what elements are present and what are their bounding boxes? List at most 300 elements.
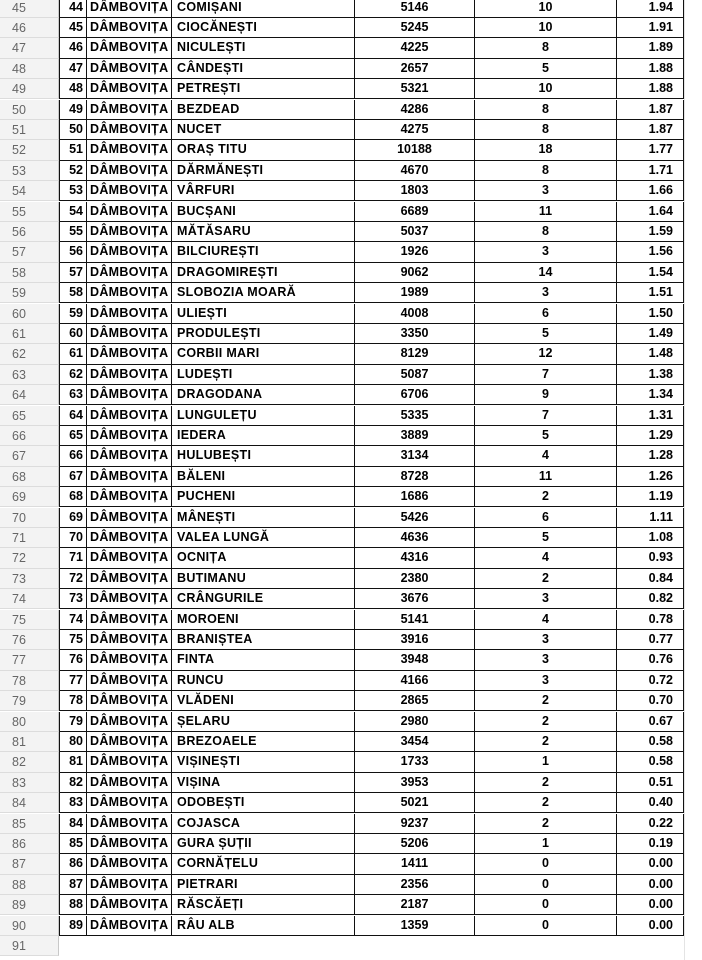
population-cell[interactable]: 3916 <box>354 630 474 649</box>
rank-cell[interactable]: 63 <box>59 385 86 404</box>
county-cell[interactable]: DÂMBOVIȚA <box>86 854 229 873</box>
cases-cell[interactable]: 7 <box>474 406 616 425</box>
rate-cell[interactable]: 0.22 <box>616 814 684 833</box>
rank-cell[interactable]: 68 <box>59 487 86 506</box>
population-cell[interactable]: 1926 <box>354 242 474 261</box>
population-cell[interactable]: 1803 <box>354 181 474 200</box>
cases-cell[interactable]: 3 <box>474 630 616 649</box>
row-header[interactable]: 55 <box>0 202 59 222</box>
row-header[interactable]: 89 <box>0 895 59 915</box>
rate-cell[interactable]: 1.11 <box>616 508 684 527</box>
population-cell[interactable]: 2356 <box>354 875 474 894</box>
rate-cell[interactable]: 1.59 <box>616 222 684 241</box>
rate-cell[interactable]: 0.93 <box>616 548 684 567</box>
row-header[interactable]: 74 <box>0 589 59 609</box>
cases-cell[interactable]: 3 <box>474 283 616 302</box>
population-cell[interactable]: 3889 <box>354 426 474 445</box>
commune-cell[interactable]: CIOCĂNEȘTI <box>171 18 354 37</box>
commune-cell[interactable]: PRODULEȘTI <box>171 324 354 343</box>
cases-cell[interactable]: 0 <box>474 854 616 873</box>
rate-cell[interactable]: 1.28 <box>616 446 684 465</box>
population-cell[interactable]: 3953 <box>354 773 474 792</box>
row-header[interactable]: 68 <box>0 467 59 487</box>
row-header[interactable]: 67 <box>0 446 59 466</box>
commune-cell[interactable]: LUNGULEȚU <box>171 406 354 425</box>
population-cell[interactable]: 2657 <box>354 59 474 78</box>
rate-cell[interactable]: 0.77 <box>616 630 684 649</box>
row-header[interactable]: 70 <box>0 508 59 528</box>
population-cell[interactable]: 2380 <box>354 569 474 588</box>
row-header[interactable]: 72 <box>0 548 59 568</box>
county-cell[interactable]: DÂMBOVIȚA <box>86 283 229 302</box>
commune-cell[interactable]: MÂNEȘTI <box>171 508 354 527</box>
county-cell[interactable]: DÂMBOVIȚA <box>86 793 229 812</box>
commune-cell[interactable]: ODOBEȘTI <box>171 793 354 812</box>
rank-cell[interactable]: 86 <box>59 854 86 873</box>
cases-cell[interactable]: 11 <box>474 467 616 486</box>
rank-cell[interactable]: 75 <box>59 630 86 649</box>
rate-cell[interactable]: 0.67 <box>616 712 684 731</box>
county-cell[interactable]: DÂMBOVIȚA <box>86 732 229 751</box>
cases-cell[interactable]: 4 <box>474 446 616 465</box>
cases-cell[interactable]: 6 <box>474 508 616 527</box>
cases-cell[interactable]: 8 <box>474 120 616 139</box>
commune-cell[interactable]: RUNCU <box>171 671 354 690</box>
cases-cell[interactable]: 6 <box>474 304 616 323</box>
county-cell[interactable]: DÂMBOVIȚA <box>86 610 229 629</box>
commune-cell[interactable]: MOROENI <box>171 610 354 629</box>
population-cell[interactable]: 5037 <box>354 222 474 241</box>
rate-cell[interactable]: 1.66 <box>616 181 684 200</box>
commune-cell[interactable]: BILCIUREȘTI <box>171 242 354 261</box>
commune-cell[interactable]: CORBII MARI <box>171 344 354 363</box>
cases-cell[interactable]: 14 <box>474 263 616 282</box>
population-cell[interactable]: 5087 <box>354 365 474 384</box>
row-header[interactable]: 57 <box>0 242 59 262</box>
rate-cell[interactable]: 0.82 <box>616 589 684 608</box>
rate-cell[interactable]: 1.56 <box>616 242 684 261</box>
row-header[interactable]: 73 <box>0 569 59 589</box>
county-cell[interactable]: DÂMBOVIȚA <box>86 344 229 363</box>
commune-cell[interactable]: BRANIȘTEA <box>171 630 354 649</box>
row-header[interactable]: 78 <box>0 671 59 691</box>
rank-cell[interactable]: 82 <box>59 773 86 792</box>
row-header[interactable]: 83 <box>0 773 59 793</box>
population-cell[interactable]: 3676 <box>354 589 474 608</box>
commune-cell[interactable]: OCNIȚA <box>171 548 354 567</box>
row-header[interactable]: 85 <box>0 814 59 834</box>
cases-cell[interactable]: 5 <box>474 426 616 445</box>
population-cell[interactable]: 8728 <box>354 467 474 486</box>
population-cell[interactable]: 2980 <box>354 712 474 731</box>
rank-cell[interactable]: 59 <box>59 304 86 323</box>
rank-cell[interactable]: 50 <box>59 120 86 139</box>
rate-cell[interactable]: 0.40 <box>616 793 684 812</box>
population-cell[interactable]: 5335 <box>354 406 474 425</box>
rate-cell[interactable]: 1.08 <box>616 528 684 547</box>
population-cell[interactable]: 6689 <box>354 202 474 221</box>
rank-cell[interactable]: 69 <box>59 508 86 527</box>
commune-cell[interactable]: BEZDEAD <box>171 100 354 119</box>
population-cell[interactable]: 2187 <box>354 895 474 914</box>
population-cell[interactable]: 9062 <box>354 263 474 282</box>
row-header[interactable]: 52 <box>0 140 59 160</box>
rank-cell[interactable]: 58 <box>59 283 86 302</box>
cases-cell[interactable]: 2 <box>474 732 616 751</box>
rank-cell[interactable]: 55 <box>59 222 86 241</box>
rate-cell[interactable]: 1.54 <box>616 263 684 282</box>
row-header[interactable]: 59 <box>0 283 59 303</box>
row-header[interactable]: 77 <box>0 650 59 670</box>
county-cell[interactable]: DÂMBOVIȚA <box>86 671 229 690</box>
cases-cell[interactable]: 8 <box>474 38 616 57</box>
commune-cell[interactable]: DRAGODANA <box>171 385 354 404</box>
population-cell[interactable]: 4286 <box>354 100 474 119</box>
population-cell[interactable]: 1359 <box>354 916 474 935</box>
row-header[interactable]: 71 <box>0 528 59 548</box>
rank-cell[interactable]: 66 <box>59 446 86 465</box>
cases-cell[interactable]: 5 <box>474 528 616 547</box>
population-cell[interactable]: 5426 <box>354 508 474 527</box>
county-cell[interactable]: DÂMBOVIȚA <box>86 814 229 833</box>
county-cell[interactable]: DÂMBOVIȚA <box>86 875 229 894</box>
cases-cell[interactable]: 10 <box>474 79 616 98</box>
rate-cell[interactable]: 1.89 <box>616 38 684 57</box>
county-cell[interactable]: DÂMBOVIȚA <box>86 79 229 98</box>
rate-cell[interactable]: 1.87 <box>616 120 684 139</box>
rank-cell[interactable]: 57 <box>59 263 86 282</box>
cases-cell[interactable]: 2 <box>474 773 616 792</box>
cases-cell[interactable]: 3 <box>474 589 616 608</box>
row-header[interactable]: 51 <box>0 120 59 140</box>
row-header[interactable]: 61 <box>0 324 59 344</box>
rank-cell[interactable]: 67 <box>59 467 86 486</box>
population-cell[interactable]: 3350 <box>354 324 474 343</box>
commune-cell[interactable]: COJASCA <box>171 814 354 833</box>
commune-cell[interactable]: VLĂDENI <box>171 691 354 710</box>
rank-cell[interactable]: 52 <box>59 161 86 180</box>
row-header[interactable]: 47 <box>0 38 59 58</box>
cases-cell[interactable]: 1 <box>474 834 616 853</box>
population-cell[interactable]: 4008 <box>354 304 474 323</box>
row-header[interactable]: 54 <box>0 181 59 201</box>
rank-cell[interactable]: 72 <box>59 569 86 588</box>
population-cell[interactable]: 3948 <box>354 650 474 669</box>
population-cell[interactable]: 5206 <box>354 834 474 853</box>
row-header[interactable]: 81 <box>0 732 59 752</box>
commune-cell[interactable]: ȘELARU <box>171 712 354 731</box>
rank-cell[interactable]: 81 <box>59 752 86 771</box>
rank-cell[interactable]: 53 <box>59 181 86 200</box>
commune-cell[interactable]: BĂLENI <box>171 467 354 486</box>
row-header[interactable]: 69 <box>0 487 59 507</box>
population-cell[interactable]: 1733 <box>354 752 474 771</box>
rate-cell[interactable]: 1.77 <box>616 140 684 159</box>
rank-cell[interactable]: 45 <box>59 18 86 37</box>
county-cell[interactable]: DÂMBOVIȚA <box>86 140 229 159</box>
population-cell[interactable]: 4636 <box>354 528 474 547</box>
population-cell[interactable]: 5321 <box>354 79 474 98</box>
population-cell[interactable]: 4166 <box>354 671 474 690</box>
cases-cell[interactable]: 5 <box>474 59 616 78</box>
row-header[interactable]: 76 <box>0 630 59 650</box>
cases-cell[interactable]: 18 <box>474 140 616 159</box>
rate-cell[interactable]: 1.19 <box>616 487 684 506</box>
rank-cell[interactable]: 87 <box>59 875 86 894</box>
commune-cell[interactable]: PUCHENI <box>171 487 354 506</box>
county-cell[interactable]: DÂMBOVIȚA <box>86 691 229 710</box>
commune-cell[interactable]: SLOBOZIA MOARĂ <box>171 283 354 302</box>
population-cell[interactable]: 9237 <box>354 814 474 833</box>
county-cell[interactable]: DÂMBOVIȚA <box>86 242 229 261</box>
commune-cell[interactable]: LUDEȘTI <box>171 365 354 384</box>
cases-cell[interactable]: 3 <box>474 650 616 669</box>
county-cell[interactable]: DÂMBOVIȚA <box>86 120 229 139</box>
county-cell[interactable]: DÂMBOVIȚA <box>86 712 229 731</box>
rate-cell[interactable]: 1.31 <box>616 406 684 425</box>
rank-cell[interactable]: 51 <box>59 140 86 159</box>
population-cell[interactable]: 1411 <box>354 854 474 873</box>
cases-cell[interactable]: 0 <box>474 916 616 935</box>
county-cell[interactable]: DÂMBOVIȚA <box>86 18 229 37</box>
cases-cell[interactable]: 3 <box>474 181 616 200</box>
rank-cell[interactable]: 61 <box>59 344 86 363</box>
cases-cell[interactable]: 1 <box>474 752 616 771</box>
rank-cell[interactable]: 84 <box>59 814 86 833</box>
county-cell[interactable]: DÂMBOVIȚA <box>86 467 229 486</box>
county-cell[interactable]: DÂMBOVIȚA <box>86 508 229 527</box>
county-cell[interactable]: DÂMBOVIȚA <box>86 487 229 506</box>
rank-cell[interactable]: 65 <box>59 426 86 445</box>
rate-cell[interactable]: 0.78 <box>616 610 684 629</box>
rate-cell[interactable]: 1.91 <box>616 18 684 37</box>
row-header[interactable]: 86 <box>0 834 59 854</box>
commune-cell[interactable]: MĂTĂSARU <box>171 222 354 241</box>
rate-cell[interactable]: 0.00 <box>616 854 684 873</box>
population-cell[interactable]: 8129 <box>354 344 474 363</box>
cases-cell[interactable]: 2 <box>474 712 616 731</box>
row-header[interactable]: 91 <box>0 936 59 956</box>
cases-cell[interactable]: 4 <box>474 610 616 629</box>
rate-cell[interactable]: 1.26 <box>616 467 684 486</box>
row-header[interactable]: 49 <box>0 79 59 99</box>
row-header[interactable]: 58 <box>0 263 59 283</box>
row-header[interactable]: 82 <box>0 752 59 772</box>
rate-cell[interactable]: 1.94 <box>616 0 684 17</box>
commune-cell[interactable]: DRAGOMIREȘTI <box>171 263 354 282</box>
county-cell[interactable]: DÂMBOVIȚA <box>86 446 229 465</box>
population-cell[interactable]: 4275 <box>354 120 474 139</box>
cases-cell[interactable]: 8 <box>474 100 616 119</box>
commune-cell[interactable]: RÂU ALB <box>171 916 354 935</box>
county-cell[interactable]: DÂMBOVIȚA <box>86 100 229 119</box>
commune-cell[interactable]: VIȘINA <box>171 773 354 792</box>
commune-cell[interactable]: PETREȘTI <box>171 79 354 98</box>
rate-cell[interactable]: 1.88 <box>616 79 684 98</box>
row-header[interactable]: 90 <box>0 916 59 936</box>
row-header[interactable]: 79 <box>0 691 59 711</box>
cases-cell[interactable]: 12 <box>474 344 616 363</box>
rank-cell[interactable]: 60 <box>59 324 86 343</box>
population-cell[interactable]: 3454 <box>354 732 474 751</box>
county-cell[interactable]: DÂMBOVIȚA <box>86 0 229 17</box>
rank-cell[interactable]: 56 <box>59 242 86 261</box>
rank-cell[interactable]: 70 <box>59 528 86 547</box>
rate-cell[interactable]: 1.64 <box>616 202 684 221</box>
population-cell[interactable]: 3134 <box>354 446 474 465</box>
county-cell[interactable]: DÂMBOVIȚA <box>86 406 229 425</box>
commune-cell[interactable]: RĂSCĂEȚI <box>171 895 354 914</box>
commune-cell[interactable]: CÂNDEȘTI <box>171 59 354 78</box>
county-cell[interactable]: DÂMBOVIȚA <box>86 895 229 914</box>
population-cell[interactable]: 1989 <box>354 283 474 302</box>
row-header[interactable]: 56 <box>0 222 59 242</box>
rate-cell[interactable]: 1.49 <box>616 324 684 343</box>
rank-cell[interactable]: 85 <box>59 834 86 853</box>
rank-cell[interactable]: 76 <box>59 650 86 669</box>
rate-cell[interactable]: 0.19 <box>616 834 684 853</box>
county-cell[interactable]: DÂMBOVIȚA <box>86 385 229 404</box>
rate-cell[interactable]: 1.87 <box>616 100 684 119</box>
rank-cell[interactable]: 73 <box>59 589 86 608</box>
commune-cell[interactable]: IEDERA <box>171 426 354 445</box>
county-cell[interactable]: DÂMBOVIȚA <box>86 528 229 547</box>
row-header[interactable]: 50 <box>0 100 59 120</box>
rank-cell[interactable]: 77 <box>59 671 86 690</box>
commune-cell[interactable]: ORAȘ TITU <box>171 140 354 159</box>
population-cell[interactable]: 10188 <box>354 140 474 159</box>
county-cell[interactable]: DÂMBOVIȚA <box>86 263 229 282</box>
cases-cell[interactable]: 7 <box>474 365 616 384</box>
county-cell[interactable]: DÂMBOVIȚA <box>86 365 229 384</box>
rate-cell[interactable]: 0.72 <box>616 671 684 690</box>
rank-cell[interactable]: 89 <box>59 916 86 935</box>
rank-cell[interactable]: 78 <box>59 691 86 710</box>
row-header[interactable]: 45 <box>0 0 59 18</box>
cases-cell[interactable]: 2 <box>474 814 616 833</box>
rate-cell[interactable]: 0.84 <box>616 569 684 588</box>
population-cell[interactable]: 1686 <box>354 487 474 506</box>
county-cell[interactable]: DÂMBOVIȚA <box>86 650 229 669</box>
county-cell[interactable]: DÂMBOVIȚA <box>86 324 229 343</box>
commune-cell[interactable]: PIETRARI <box>171 875 354 894</box>
rate-cell[interactable]: 0.58 <box>616 732 684 751</box>
cases-cell[interactable]: 0 <box>474 875 616 894</box>
cases-cell[interactable]: 0 <box>474 895 616 914</box>
cases-cell[interactable]: 2 <box>474 569 616 588</box>
county-cell[interactable]: DÂMBOVIȚA <box>86 59 229 78</box>
cases-cell[interactable]: 3 <box>474 671 616 690</box>
population-cell[interactable]: 6706 <box>354 385 474 404</box>
rank-cell[interactable]: 79 <box>59 712 86 731</box>
population-cell[interactable]: 2865 <box>354 691 474 710</box>
rate-cell[interactable]: 1.48 <box>616 344 684 363</box>
row-header[interactable]: 63 <box>0 365 59 385</box>
rate-cell[interactable]: 0.70 <box>616 691 684 710</box>
county-cell[interactable]: DÂMBOVIȚA <box>86 752 229 771</box>
row-header[interactable]: 46 <box>0 18 59 38</box>
population-cell[interactable]: 4670 <box>354 161 474 180</box>
commune-cell[interactable]: CRÂNGURILE <box>171 589 354 608</box>
county-cell[interactable]: DÂMBOVIȚA <box>86 773 229 792</box>
rank-cell[interactable]: 74 <box>59 610 86 629</box>
rank-cell[interactable]: 49 <box>59 100 86 119</box>
commune-cell[interactable]: VÂRFURI <box>171 181 354 200</box>
commune-cell[interactable]: BUCȘANI <box>171 202 354 221</box>
rate-cell[interactable]: 0.58 <box>616 752 684 771</box>
rate-cell[interactable]: 1.34 <box>616 385 684 404</box>
rank-cell[interactable]: 54 <box>59 202 86 221</box>
cases-cell[interactable]: 4 <box>474 548 616 567</box>
population-cell[interactable]: 4316 <box>354 548 474 567</box>
rate-cell[interactable]: 1.88 <box>616 59 684 78</box>
county-cell[interactable]: DÂMBOVIȚA <box>86 589 229 608</box>
rate-cell[interactable]: 1.51 <box>616 283 684 302</box>
cases-cell[interactable]: 10 <box>474 18 616 37</box>
county-cell[interactable]: DÂMBOVIȚA <box>86 222 229 241</box>
commune-cell[interactable]: VIȘINEȘTI <box>171 752 354 771</box>
row-header[interactable]: 84 <box>0 793 59 813</box>
rate-cell[interactable]: 1.29 <box>616 426 684 445</box>
rank-cell[interactable]: 71 <box>59 548 86 567</box>
population-cell[interactable]: 4225 <box>354 38 474 57</box>
rate-cell[interactable]: 0.51 <box>616 773 684 792</box>
cases-cell[interactable]: 2 <box>474 793 616 812</box>
rate-cell[interactable]: 1.38 <box>616 365 684 384</box>
population-cell[interactable]: 5146 <box>354 0 474 17</box>
commune-cell[interactable]: HULUBEȘTI <box>171 446 354 465</box>
rank-cell[interactable]: 83 <box>59 793 86 812</box>
rate-cell[interactable]: 0.00 <box>616 916 684 935</box>
rate-cell[interactable]: 1.50 <box>616 304 684 323</box>
commune-cell[interactable]: BUTIMANU <box>171 569 354 588</box>
population-cell[interactable]: 5245 <box>354 18 474 37</box>
cases-cell[interactable]: 8 <box>474 222 616 241</box>
county-cell[interactable]: DÂMBOVIȚA <box>86 202 229 221</box>
population-cell[interactable]: 5141 <box>354 610 474 629</box>
commune-cell[interactable]: GURA ȘUȚII <box>171 834 354 853</box>
county-cell[interactable]: DÂMBOVIȚA <box>86 569 229 588</box>
rate-cell[interactable]: 1.71 <box>616 161 684 180</box>
cases-cell[interactable]: 8 <box>474 161 616 180</box>
cases-cell[interactable]: 5 <box>474 324 616 343</box>
row-header[interactable]: 80 <box>0 712 59 732</box>
row-header[interactable]: 66 <box>0 426 59 446</box>
rank-cell[interactable]: 47 <box>59 59 86 78</box>
commune-cell[interactable]: NICULEȘTI <box>171 38 354 57</box>
commune-cell[interactable]: COMIȘANI <box>171 0 354 17</box>
county-cell[interactable]: DÂMBOVIȚA <box>86 161 229 180</box>
row-header[interactable]: 75 <box>0 610 59 630</box>
rate-cell[interactable]: 0.00 <box>616 875 684 894</box>
row-header[interactable]: 65 <box>0 406 59 426</box>
row-header[interactable]: 60 <box>0 304 59 324</box>
cases-cell[interactable]: 2 <box>474 487 616 506</box>
commune-cell[interactable]: VALEA LUNGĂ <box>171 528 354 547</box>
cases-cell[interactable]: 2 <box>474 691 616 710</box>
commune-cell[interactable]: BREZOAELE <box>171 732 354 751</box>
commune-cell[interactable]: DĂRMĂNEȘTI <box>171 161 354 180</box>
row-header[interactable]: 64 <box>0 385 59 405</box>
row-header[interactable]: 62 <box>0 344 59 364</box>
commune-cell[interactable]: ULIEȘTI <box>171 304 354 323</box>
rate-cell[interactable]: 0.00 <box>616 895 684 914</box>
population-cell[interactable]: 5021 <box>354 793 474 812</box>
row-header[interactable]: 87 <box>0 854 59 874</box>
commune-cell[interactable]: NUCET <box>171 120 354 139</box>
cases-cell[interactable]: 9 <box>474 385 616 404</box>
cases-cell[interactable]: 10 <box>474 0 616 17</box>
